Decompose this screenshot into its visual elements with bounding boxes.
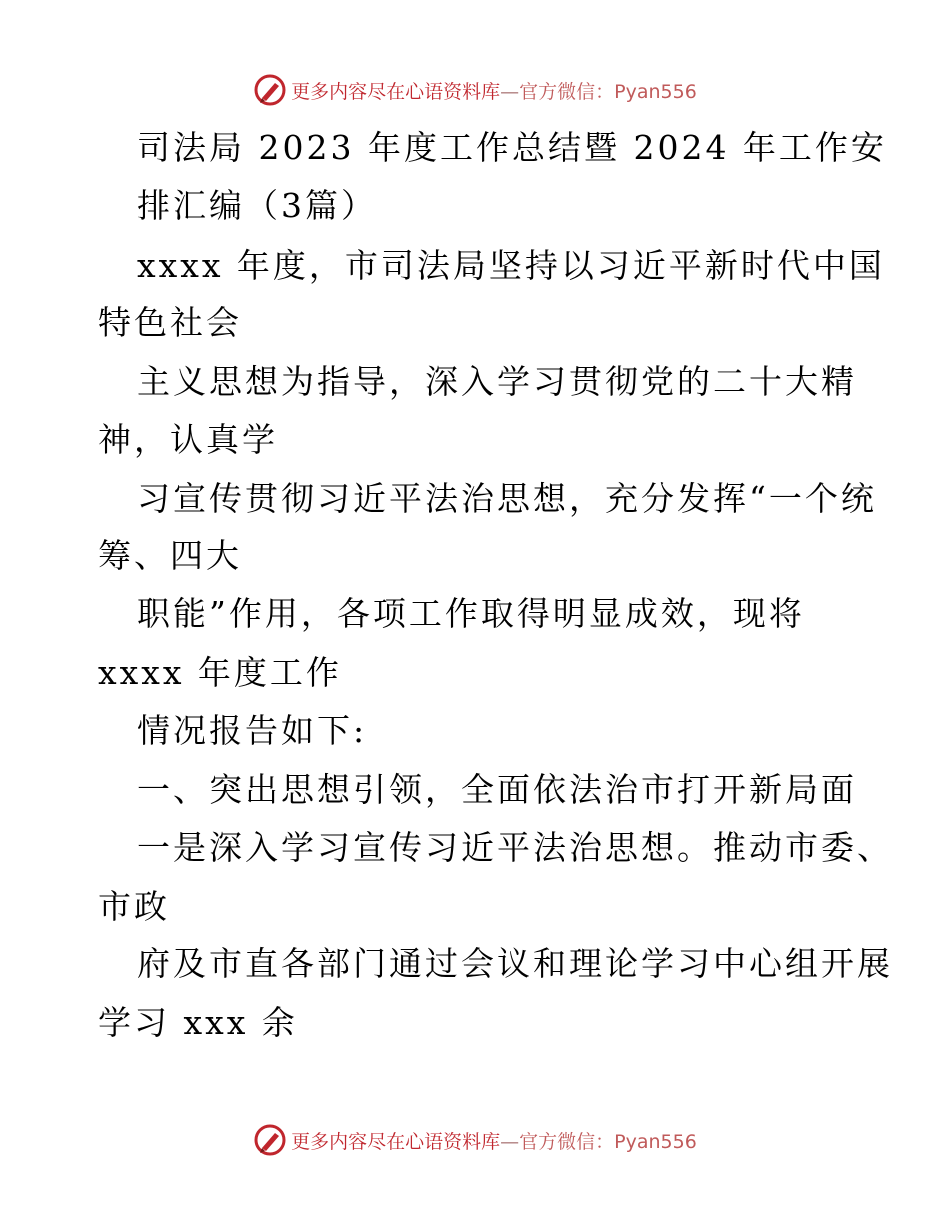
paragraph-line: 习宣传贯彻习近平法治思想，充分发挥“一个统 bbox=[137, 479, 877, 518]
paragraph-line: 筹、四大 bbox=[98, 536, 242, 575]
pen-logo-icon bbox=[253, 1123, 287, 1157]
paragraph-line: 学习 xxx 余 bbox=[98, 1003, 298, 1042]
banner-main-text: 更多内容尽在心语资料库 bbox=[291, 1130, 501, 1153]
paragraph-line: 特色社会 bbox=[98, 303, 242, 342]
paragraph-line: 一是深入学习宣传习近平法治思想。推动市委、 bbox=[137, 828, 893, 867]
paragraph-line: 情况报告如下: bbox=[137, 711, 368, 750]
banner-text bbox=[291, 77, 697, 104]
paragraph-line: 市政 bbox=[98, 887, 170, 926]
banner-wechat: 官方微信：Pyan556 bbox=[519, 1130, 697, 1153]
banner-wechat: 官方微信：Pyan556 bbox=[519, 80, 697, 103]
banner-separator: — bbox=[500, 1130, 520, 1153]
banner-separator: — bbox=[500, 80, 520, 103]
banner-text bbox=[291, 1127, 697, 1154]
banner-main-text: 更多内容尽在心语资料库 bbox=[291, 80, 501, 103]
header-banner bbox=[0, 70, 950, 110]
document-title-line1: 司法局 2023 年度工作总结暨 2024 年工作安 bbox=[137, 128, 887, 167]
document-title-line2: 排汇编（3篇） bbox=[137, 186, 377, 225]
section-heading: 一、突出思想引领，全面依法治市打开新局面 bbox=[137, 770, 857, 809]
paragraph-line: 府及市直各部门通过会议和理论学习中心组开展 bbox=[137, 944, 893, 983]
pen-logo-icon bbox=[253, 73, 287, 107]
paragraph-line: 主义思想为指导，深入学习贯彻党的二十大精 bbox=[137, 362, 857, 401]
paragraph-line: 职能”作用，各项工作取得明显成效，现将 bbox=[137, 594, 805, 633]
paragraph-line: xxxx 年度，市司法局坚持以习近平新时代中国 bbox=[137, 246, 885, 285]
paragraph-line: xxxx 年度工作 bbox=[98, 653, 342, 692]
paragraph-line: 神，认真学 bbox=[98, 420, 278, 459]
footer-banner bbox=[0, 1120, 950, 1160]
